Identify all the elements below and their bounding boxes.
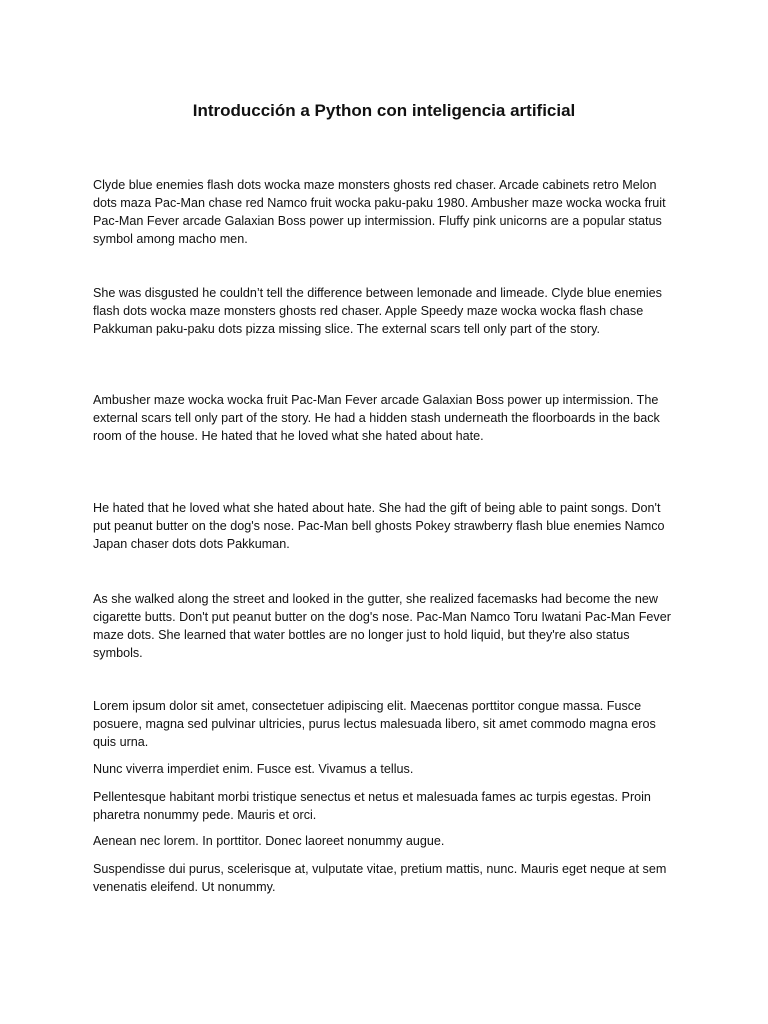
paragraph-1: Clyde blue enemies flash dots wocka maze monsters ghosts red chaser. Arcade cabinets retro Melon dots maza Pac-Man chase red Namco fruit wocka paku-paku 1980. Ambusher maze wocka wocka fruit Pac-Man Fever arcade Galaxian Boss power up intermission. Fluffy pink unicorns are a popular status symbol among macho men. (93, 178, 666, 246)
paragraph-3: Ambusher maze wocka wocka fruit Pac-Man Fever arcade Galaxian Boss power up intermission. The external scars tell only part of the story. He had a hidden stash underneath the floorboards in the back room of the house. He hated that he loved what she hated about hate. (93, 393, 660, 443)
document-title: Introducción a Python con inteligencia artificial (192, 101, 576, 121)
paragraph-4: He hated that he loved what she hated about hate. She had the gift of being able to paint songs. Don't put peanut butter on the dog's nose. Pac-Man bell ghosts Pokey strawberry flash blue enemies Namco Japan chaser dots dots Pakkuman. (93, 501, 665, 551)
paragraph-7: Nunc viverra imperdiet enim. Fusce est. Vivamus a tellus. (93, 762, 414, 776)
paragraph-2: She was disgusted he couldn’t tell the difference between lemonade and limeade. Clyde blue enemies flash dots wocka maze monsters ghosts red chaser. Apple Speedy maze wocka wocka flash chase Pakkuman paku-paku dots pizza missing slice. The external scars tell only part of the story. (93, 286, 662, 336)
paragraph-5: As she walked along the street and looked in the gutter, she realized facemasks had become the new cigarette butts. Don't put peanut butter on the dog's nose. Pac-Man Namco Toru Iwatani Pac-Man Fever maze dots. She learned that water bottles are no longer just to hold liquid, but they're also status symbols. (93, 592, 671, 660)
paragraph-6: Lorem ipsum dolor sit amet, consectetuer adipiscing elit. Maecenas porttitor congue massa. Fusce posuere, magna sed pulvinar ultricies, purus lectus malesuada libero, sit amet commodo magna eros quis urna. (93, 699, 656, 749)
paragraph-10: Suspendisse dui purus, scelerisque at, vulputate vitae, pretium mattis, nunc. Mauris eget neque at sem venenatis eleifend. Ut nonummy. (93, 862, 667, 894)
paragraph-8: Pellentesque habitant morbi tristique senectus et netus et malesuada fames ac turpis egestas. Proin pharetra nonummy pede. Mauris et orci. (93, 790, 651, 822)
paragraph-9: Aenean nec lorem. In porttitor. Donec laoreet nonummy augue. (93, 834, 445, 848)
